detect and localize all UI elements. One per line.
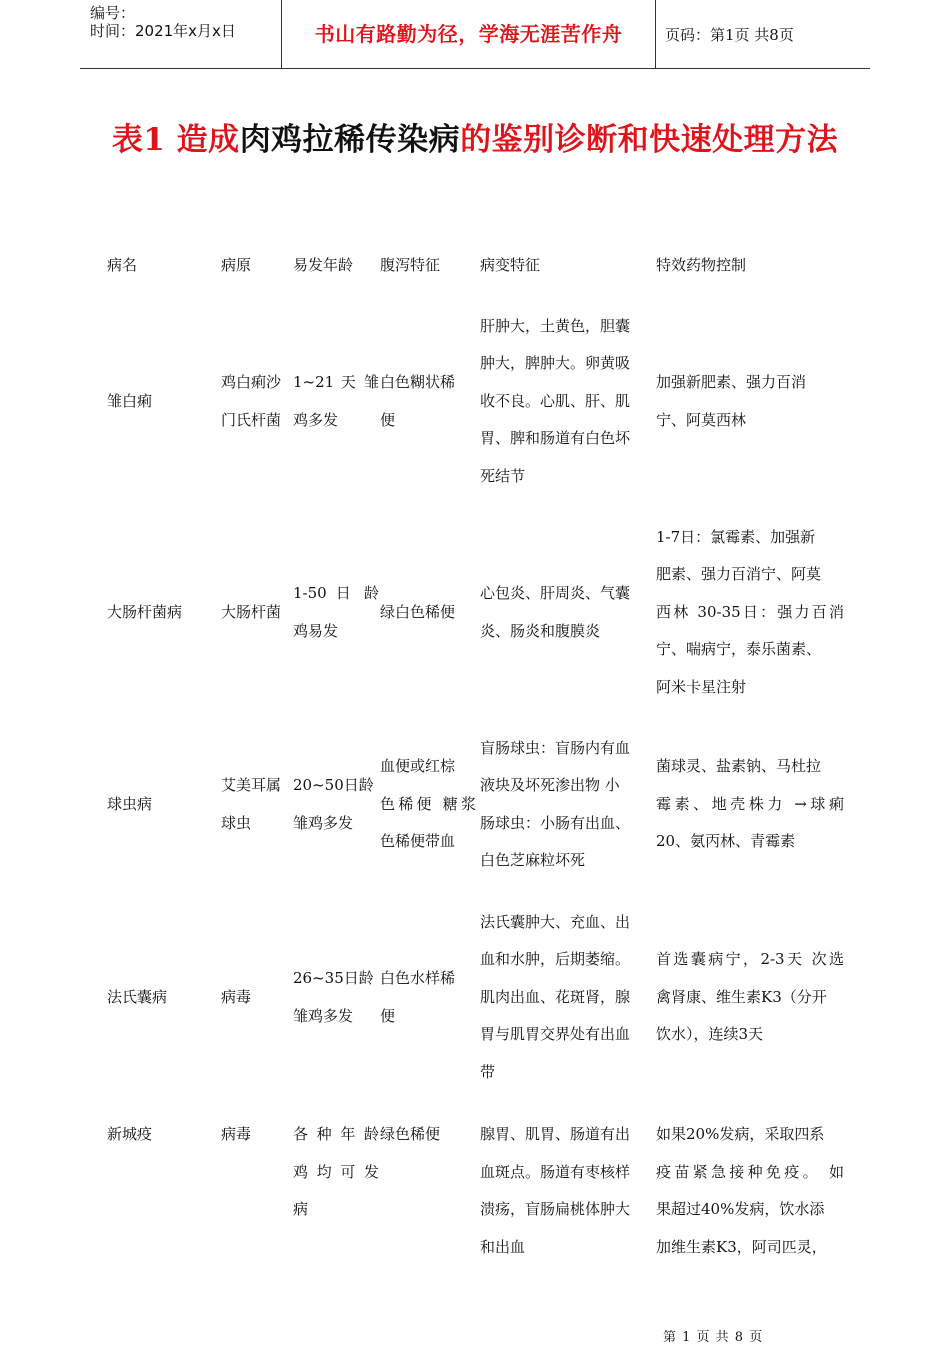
table-cell-line: 果超过40%发病，饮水添 <box>656 1200 825 1218</box>
table-cell-line: 艾美耳属 <box>221 776 282 794</box>
date-label: 时间：2021年x月x日 <box>90 22 236 40</box>
table-cell-line: 如果20%发病，采取四系 <box>656 1125 825 1143</box>
table-cell-line: 1-7日：氯霉素、加强新 <box>656 528 816 546</box>
table-cell-line: 病毒 <box>221 988 252 1006</box>
table-header-cell: 特效药物控制 <box>656 256 747 274</box>
table-cell-line: 阿米卡星注射 <box>656 678 747 696</box>
table-header-cell: 易发年龄 <box>293 256 354 274</box>
table-cell-line: 20~50日龄 <box>293 776 374 794</box>
table-cell-line: 26~35日龄 <box>293 969 374 987</box>
table-cell-line: 禽肾康、维生素K3（分开 <box>656 988 827 1006</box>
table-header-cell: 腹泻特征 <box>380 256 441 274</box>
table-cell-line: 病 <box>293 1200 309 1218</box>
table-cell-line: 20、氨丙林、青霉素 <box>656 832 796 850</box>
title-prefix: 表1 造成 <box>111 122 240 158</box>
table-cell-line: 和出血 <box>480 1238 526 1256</box>
table-cell-line: 鸡 均 可 发 <box>293 1163 379 1181</box>
title-suffix: 的鉴别诊断和快速处理方法 <box>460 122 839 158</box>
table-cell-line: 霉素、地壳株力 →球痢 <box>656 795 844 813</box>
table-cell-line: 各 种 年 龄 <box>293 1125 379 1143</box>
disease-name: 大肠杆菌病 <box>107 603 183 621</box>
table-header-cell: 病原 <box>221 256 252 274</box>
table-cell-line: 肌肉出血、花斑肾，腺 <box>480 988 631 1006</box>
table-cell-line: 绿白色稀便 <box>380 603 456 621</box>
table-cell-line: 便 <box>380 411 396 429</box>
table-header-cell: 病变特征 <box>480 256 541 274</box>
table-cell-line: 血和水肿，后期萎缩。 <box>480 950 631 968</box>
table-cell-line: 胃与肌胃交界处有出血 <box>480 1025 631 1043</box>
table-cell-line: 疫苗紧急接种免疫。 如 <box>656 1163 844 1181</box>
table-cell-line: 病毒 <box>221 1125 252 1143</box>
table-cell-line: 带 <box>480 1063 496 1081</box>
table-cell-line: 肠球虫：小肠有出血、 <box>480 814 631 832</box>
table-cell-line: 宁、喘病宁，泰乐菌素、 <box>656 640 822 658</box>
table-cell-line: 加维生素K3，阿司匹灵， <box>656 1238 827 1256</box>
table-cell-line: 鸡易发 <box>293 622 339 640</box>
table-cell-line: 球虫 <box>221 814 252 832</box>
table-cell-line: 色稀便带血 <box>380 832 456 850</box>
header-meta-cell <box>80 0 280 68</box>
table-cell-line: 加强新肥素、强力百消 <box>656 373 807 391</box>
table-cell-line: 肥素、强力百消宁、阿莫 <box>656 565 822 583</box>
page-indicator: 页码：第1页 共8页 <box>665 26 794 44</box>
table-cell-line: 便 <box>380 1007 396 1025</box>
document-title <box>0 114 950 159</box>
table-cell-line: 胃、脾和肠道有白色坏 <box>480 429 631 447</box>
table-cell-line: 心包炎、肝周炎、气囊 <box>480 584 631 602</box>
table-cell-line: 绿色稀便 <box>380 1125 441 1143</box>
table-cell-line: 饮水），连续3天 <box>656 1025 764 1043</box>
disease-name: 新城疫 <box>107 1125 153 1143</box>
table-cell-line: 收不良。心肌、肝、肌 <box>480 392 631 410</box>
table-cell-line: 雏鸡多发 <box>293 1007 354 1025</box>
table-cell-line: 盲肠球虫：盲肠内有血 <box>480 739 631 757</box>
table-cell-line: 鸡多发 <box>293 411 339 429</box>
table-cell-line: 色稀便 糖浆 <box>380 795 476 813</box>
table-cell-line: 肝肿大，土黄色，胆囊 <box>480 317 631 335</box>
table-cell-line: 1-50 日 龄 <box>293 584 379 602</box>
table-cell-line: 血便或红棕 <box>380 757 456 775</box>
table-cell-line: 1~21 天 雏 <box>293 373 379 391</box>
table-cell-line: 炎、肠炎和腹膜炎 <box>480 622 601 640</box>
table-cell-line: 溃疡，盲肠扁桃体肿大 <box>480 1200 631 1218</box>
table-cell-line: 液块及坏死渗出物 小 <box>480 776 620 794</box>
table-cell-line: 菌球灵、盐素钠、马杜拉 <box>656 757 822 775</box>
table-cell-line: 鸡白痢沙 <box>221 373 282 391</box>
table-cell-line: 腺胃、肌胃、肠道有出 <box>480 1125 631 1143</box>
table-cell-line: 法氏囊肿大、充血、出 <box>480 913 631 931</box>
table-cell-line: 门氏杆菌 <box>221 411 282 429</box>
disease-name: 雏白痢 <box>107 392 153 410</box>
table-cell-line: 首选囊病宁，2-3天 次选 <box>656 950 844 968</box>
disease-name: 法氏囊病 <box>107 988 168 1006</box>
table-cell-line: 大肠杆菌 <box>221 603 282 621</box>
table-cell-line: 宁、阿莫西林 <box>656 411 747 429</box>
table-cell-line: 白色芝麻粒坏死 <box>480 851 586 869</box>
disease-name: 球虫病 <box>107 795 153 813</box>
number-label: 编号： <box>90 4 136 22</box>
page-footer: 第 1 页 共 8 页 <box>663 1330 764 1345</box>
table-cell-line: 雏鸡多发 <box>293 814 354 832</box>
table-cell-line: 死结节 <box>480 467 526 485</box>
header-motto: 书山有路勤为径，学海无涯苦作舟 <box>281 0 656 68</box>
table-header-cell: 病名 <box>107 256 138 274</box>
table-cell-line: 白色水样稀 <box>380 969 456 987</box>
table-cell-line: 西林 30-35日：强力百消 <box>656 603 844 621</box>
page-header <box>80 0 870 69</box>
title-subject: 肉鸡拉稀传染病 <box>239 122 461 158</box>
table-cell-line: 肿大，脾肿大。卵黄吸 <box>480 354 631 372</box>
table-cell-line: 白色糊状稀 <box>380 373 456 391</box>
table-cell-line: 血斑点。肠道有枣核样 <box>480 1163 631 1181</box>
